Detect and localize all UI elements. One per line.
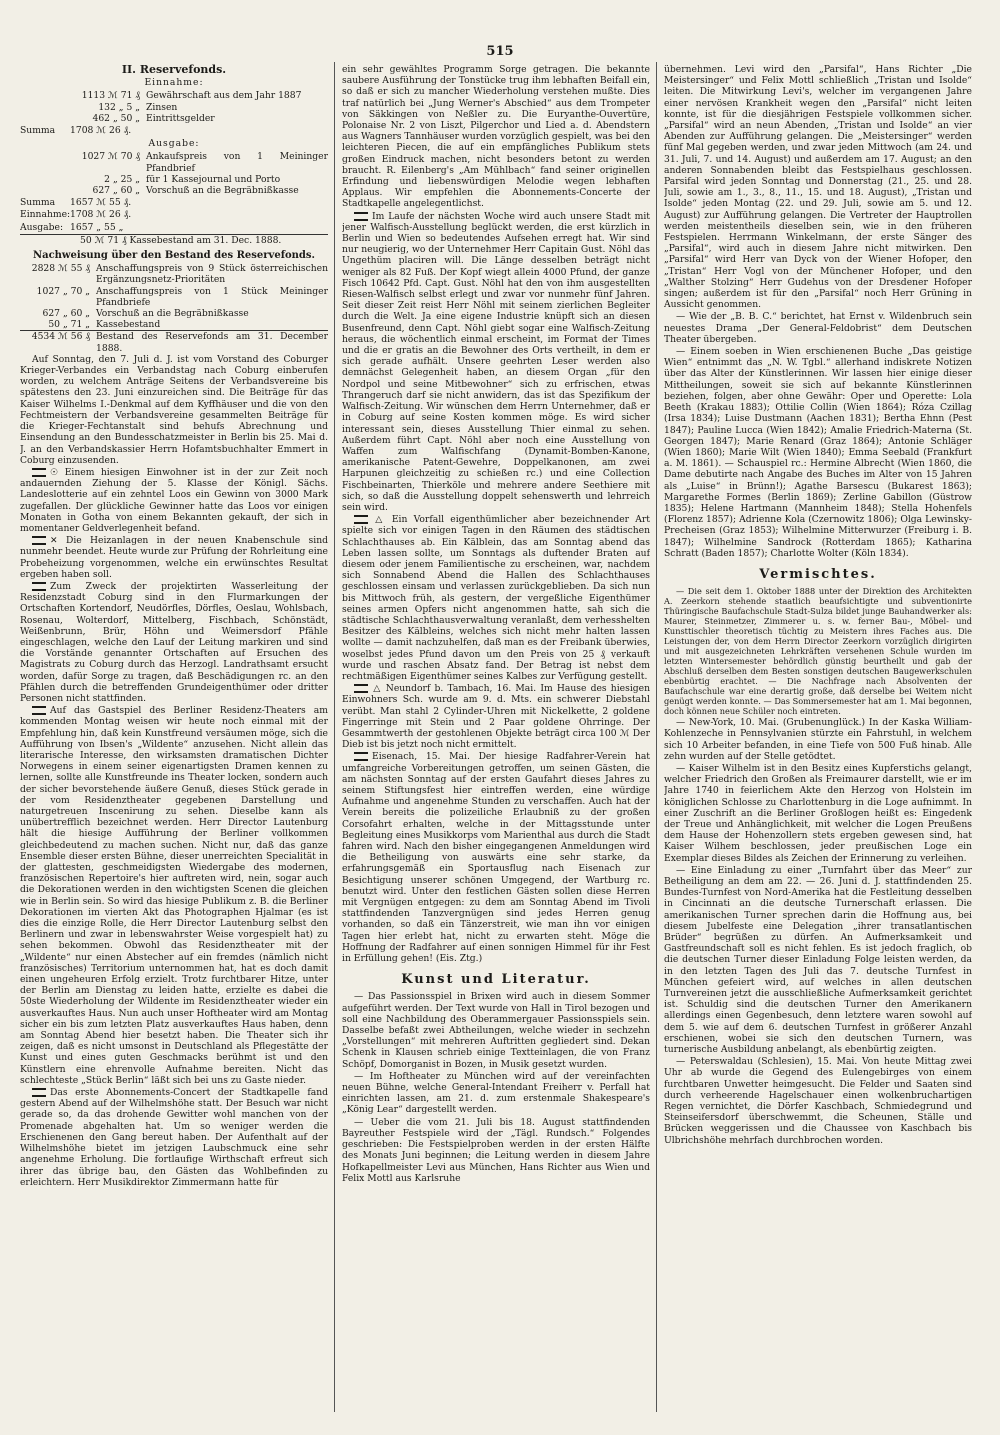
proof-table <box>20 263 328 354</box>
article-paragraph: — Kaiser Wilhelm ist in den Besitz eines Kupferstichs gelangt, welcher Friedrich den Großen als Freimaurer darstellt, wie er im Jahre 1740 in feierlichem Akte den Herzog von Holstein im königlichen Schlosse zu Charlottenburg in die Loge aufnimmt. In einer Zuschrift an die Berliner Großlogen heißt es: Eingedenk der Treue und Anhänglichkeit, mit welcher die Logen Preußens dem Hause der Hohenzollern stets ergeben gewesen sind, hat Kaiser Wilhem beschlossen, jeder preußischen Loge ein Exemplar dieses Bildes als Zeichen der Erinnerung zu verleihen. <box>664 762 972 864</box>
proof-amount: 1027 „ 70 „ <box>36 285 90 297</box>
reservefonds-heading: II. Reservefonds. <box>121 64 227 76</box>
article-paragraph: — Das Passionsspiel in Brixen wird auch in diesem Sommer aufgeführt werden. Der Text wurde von Hall in Tirol bezogen und soll eine Nachbildung des Oberammergauer Passionsspiels sein. Dasselbe befaßt zwei Abtheilungen, welche wieder in sechzehn „Vorstellungen“ mit mehreren Auftritten gegliedert sind. Dekan Schenk in Klausen schrieb einige Textteinlagen, die von Franz Schöpf, Domorganist in Bozen, in Musik gesetzt wurden. <box>342 991 650 1070</box>
article-paragraph: Auf Sonntag, den 7. Juli d. J. ist vom Vorstand des Coburger Krieger-Verbandes ein Verbandstag nach Coburg einberufen worden, zu welchem Anträge Seitens der Verbandsvereine bis spätestens den 23. Juni einzureichen sind. Die Beiträge für das Kaiser Wilhelms I.-Denkmal auf dem Kyffhäuser und die von den Fechtmeistern der Verbandsvereine gesammelten Beiträge für die Krieger-Fechtanstalt sind behufs Abrechnung und Einsendung an den Bundesschatzmeister in Berlin bis 25. Mai d. J. an den Verbandskassier Herrn Hofamtsbuchhalter Emmert in Coburg einzusenden. <box>20 353 328 466</box>
expense-row <box>20 174 328 185</box>
separator-bar-icon <box>354 684 368 693</box>
separator-bar-icon <box>32 706 46 715</box>
article-paragraph: ein sehr gewähltes Programm Sorge getragen. Die bekannte saubere Ausführung der Tonstücke trug ihm lebhaften Beifall ein, so daß er sich zu mancher Wiederholung verstehen mußte. Dies traf natürlich bei „Jung Werner's Abschied“ aus dem Trompeter von Säkkingen von Neßler zu. Die Euryanthe-Ouvertüre, Polonaise Nr. 2 von Liszt, Pilgerchor und Lied a. d. Abendstern aus Wagners Tannhäuser wurden vorzüglich gespielt, was bei den leichteren Piecen, die auf ein empfängliches Publikum stets großen Eindruck machen, nicht besonders betont zu werden braucht. R. Eilenberg's „Am Mühlbach“ fand seiner originellen Erfindung und liebenswürdigen Melodie wegen lebhaften Applaus. Wir empfehlen die Abonnements-Concerte der Stadtkapelle angelegentlichst. <box>342 64 650 210</box>
separator-bar-icon <box>354 752 368 761</box>
expense-total-label: Summa <box>20 197 56 209</box>
income-amount: 132 „ 5 „ <box>98 101 140 113</box>
expense-row <box>20 185 328 196</box>
article-paragraph: — Wie der „B. B. C.“ berichtet, hat Ernst v. Wildenbruch sein neuestes Drama „Der General-Feldobrist“ dem Deutschen Theater übergeben. <box>664 311 972 345</box>
page-number: 515 <box>486 44 514 59</box>
column-2 <box>342 64 650 1414</box>
article-text: ✕ Die Heizanlagen in der neuen Knabenschule sind nunmehr beendet. Heute wurde zur Prüfung der Rohrleitung eine Probeheizung vorgenommen, welche ein erwünschtes Resultat ergeben haben soll. <box>20 535 328 580</box>
proof-total-desc: Bestand des Reservefonds am 31. December 1888. <box>96 331 328 354</box>
article-paragraph <box>342 211 650 513</box>
proof-desc: Vorschuß an die Begräbnißkasse <box>96 308 249 320</box>
income-desc: Zinsen <box>146 101 178 113</box>
income-amount: 462 „ 50 „ <box>92 112 140 124</box>
income-row <box>20 113 328 124</box>
article-text: ☉ Einem hiesigen Einwohner ist in der zur Zeit noch andauernden Ziehung der 5. Klasse der Königl. Sächs. Landeslotterie auf ein zehntel Loos ein Gewinn von 3000 Mark zugefallen. Der glückliche Gewinner hatte das Loos vor einigen Monaten in Gotha von einem Bekannten gekauft, der sich in momentaner Geldverlegenheit befand. <box>20 466 328 534</box>
expense-desc: Vorschuß an die Begräbnißkasse <box>146 185 299 197</box>
expense-amount: 2 „ 25 „ <box>104 173 140 185</box>
proof-heading: Nachweisung über den Bestand des Reservefonds. <box>32 250 316 262</box>
income-desc: Eintrittsgelder <box>146 112 215 124</box>
article-paragraph: — Einem soeben in Wien erschienenen Buche „Das geistige Wien“ entnimmt das „N. W. Tgbl.“ allerhand indiskrete Notizen über das Alter der Künstlerinnen. Wir lassen hier einige dieser Mittheilungen, soweit sie sich auf bekannte Künstlerinnen beziehen, folgen, aber ohne Gewähr: Oper und Operette: Lola Beeth (Krakau 1883); Ottilie Collin (Wien 1864); Róza Czillag (Irsa 1834); Luise Dustmann (Aachen 1831); Bertha Ehnn (Pest 1847); Pauline Lucca (Wien 1842); Amalie Friedrich-Materna (St. Georgen 1847); Marie Renard (Graz 1864); Antonie Schläger (Wien 1860); Marie Wilt (Wien 1840); Emma Seebald (Frankfurt a. M. 1861). — Schauspiel rc.: Hermine Albrecht (Wien 1860, die Dame debutirte nach Angabe des Buches im Alter von 15 Jahren als „Luise“ in Brünn!); Agathe Barsescu (Bukarest 1863); Margarethe Formes (Berlin 1869); Zerline Gabillon (Güstrow 1835); Helene Hartmann (Mannheim 1848); Stella Hohenfels (Florenz 1857); Adrienne Kola (Czernowitz 1806); Olga Lewinsky-Precheisen (Graz 1853); Wilhelmine Mitterwurzer (Freiburg i. B. 1847); Wilhelmine Sandrock (Rotterdam 1865); Katharina Schratt (Baden 1857); Charlotte Wolter (Köln 1834). <box>664 346 972 559</box>
expense-desc: Ankaufspreis von 1 Meininger Pfandbrief <box>146 151 328 174</box>
article-paragraph: — Im Hoftheater zu München wird auf der vereinfachten neuen Bühne, welche General-Intendant Freiherr v. Perfall hat einrichten lassen, am 21. d. zum erstenmale Shakespeare's „König Lear“ dargestellt werden. <box>342 1070 650 1116</box>
separator-bar-icon <box>32 536 46 545</box>
article-paragraph <box>20 535 328 580</box>
income-desc: Gewährschaft aus dem Jahr 1887 <box>146 90 302 102</box>
separator-bar-icon <box>32 1088 46 1097</box>
separator-bar-icon <box>354 212 368 221</box>
balance-expense <box>20 222 328 233</box>
article-text: △ Ein Vorfall eigenthümlicher aber bezeichnender Art spielte sich vor einigen Tagen in den Räumen des städtischen Schlachthauses ab. Ein Kälblein, das am Sonntag abend das Leben lassen sollte, um Sonntags als duftender Braten auf diesem oder jenem Familientische zu erscheinen, war, nachdem sich Sonnabend Abend die Hallen des Schlachthauses geschlossen einsam und verlassen zurückgeblieben. Da sich nun bis Mittwoch früh, als gestern, der vergeßliche Eigenthümer seines armen Opfers nicht angenommen hatte, sah sich die städtische Schlachthausverwaltung veranlaßt, dem verhesshelten Besitzer des Kälbleins, welches sich nicht mehr halten lassen wollte — damit nachzuhelfen, daß man es der Freibank überwies, woselbst jedes Pfund davon um den Preis von 25 ₰ verkauft wurde und raschen Absatz fand. Der Betrag ist nebst dem rechtmäßigen Eigenthümer seines Kalbes zur Verfügung gestellt. <box>342 514 650 682</box>
proof-desc: Anschaffungspreis von 1 Stück Meininger Pfandbriefe <box>96 285 328 308</box>
section-title-kunst: Kunst und Literatur. <box>401 972 591 988</box>
income-row <box>20 90 328 101</box>
proof-total <box>20 330 328 353</box>
article-paragraph <box>342 683 650 750</box>
balance-result: 50 ℳ 71 ₰ Kassebestand am 31. Dec. 1888. <box>20 234 328 246</box>
article-paragraph <box>20 581 328 704</box>
expense-row <box>20 151 328 173</box>
column-rule-1 <box>334 62 335 1412</box>
expense-amount: 627 „ 60 „ <box>92 185 140 197</box>
article-paragraph <box>20 705 328 1086</box>
income-label: Einnahme: <box>144 77 204 89</box>
column-1 <box>20 64 328 1414</box>
balance-income <box>20 209 328 220</box>
section-title-vermischtes: Vermischtes. <box>759 566 877 582</box>
expense-desc: für 1 Kassejournal und Porto <box>146 173 281 185</box>
article-paragraph <box>342 514 650 682</box>
proof-row <box>20 286 328 308</box>
balance-expense-amount: 1657 „ 55 „ <box>70 221 124 233</box>
expense-amount: 1027 ℳ 70 ₰ <box>81 151 140 163</box>
balance-income-label: Einnahme: <box>20 209 71 221</box>
article-paragraph: — Die seit dem 1. Oktober 1888 unter der Direktion des Architekten A. Zeerkorn stehende staatlich beaufsichtigte und subventionirte Thüringische Baufachschule Stadt-Sulza bildet junge Bauhandwerker als: Maurer, Steinmetzer, Zimmerer u. s. w. ferner Bau-, Möbel- und Kunsttischler theoretisch tüchtig zu Meistern ihres Faches aus. Die Leistungen der, von dem Herrn Director Zeerkorn vorzüglich dirigirten und mit ausgezeichneten Lehrkräften versehenen Schule wurden im letzten Wintersemester behördlich günstig beurtheilt und gab der Abschluß derselben dem Besten sonstigen deutschen Baugewerkschulen ebenbürtig erachtet. — Die Nachfrage nach Absolventen der Baufachschule war eine derartig große, daß derselbe bei Weitem nicht genügt werden konnte. — Das Sommersemester hat am 1. Mai begonnen, doch können neue Schüler noch eintreten. <box>664 586 972 717</box>
article-paragraph <box>20 467 328 534</box>
article-text: Das erste Abonnements-Concert der Stadtkapelle fand gestern Abend auf der Wilhelmshöhe statt. Der Besuch war nicht gerade so, da das drohende Gewitter wohl manchen von der Promenade abgehalten hat. Um so weniger werden die Erschienenen den Gang bereut haben. Der Aufenthalt auf der Wilhelmshöhe bietet im jetzigen Laubschmuck eine sehr angenehme Erholung. Die fortlaufige Wirthschaft erfreut sich ihrer das übrige bau, den Gästen das Wohlbefinden zu erleichtern. Herr Musikdirektor Zimmermann hatte für <box>20 1087 328 1188</box>
article-paragraph: — Peterswaldau (Schlesien), 15. Mai. Von heute Mittag zwei Uhr ab wurde die Gegend des Eulengebirges von einem furchtbaren Unwetter heimgesucht. Die Felder und Saaten sind durch verheerende Hagelschauer einen wolkenbruchartigen Regen vernichtet, die Dörfer Kaschbach, Schmiedegrund und Steinseifersdorf überschwemmt, die Scheunen, Ställe und Brücken weggerissen und die Chaussee von Kaschbach bis Ulbrichshöhe mehrfach durchbrochen worden. <box>664 1056 972 1146</box>
proof-row <box>20 319 328 330</box>
article-text: Zum Zweck der projektirten Wasserleitung der Residenzstadt Coburg sind in den Flurmarkungen der Ortschaften Kortendorf, Neudörfles, Dörfles, Oeslau, Wohlsbach, Rosenau, Wolterdorf, Mittelberg, Fischbach, Schönstädt, Weißenbrunn, Brür, Höhn und Weimersdorf Pfähle eingeschlagen, welche den Lauf der Leitung markiren und sind die Vorstände genannter Ortschaften auf Ersuchen des Magistrats zu Coburg durch das Herzogl. Landrathsamt ersucht worden, dafür Sorge zu tragen, daß Beschädigungen rc. an den Pfählen durch die betreffenden Grundeigenthümer oder dritter Personen nicht stattfinden. <box>20 580 328 704</box>
separator-bar-icon <box>32 468 46 477</box>
article-text: Eisenach, 15. Mai. Der hiesige Radfahrer-Verein hat umfangreiche Vorbereitungen getroffen, um seinen Gästen, die am nächsten Sonntag auf der ersten Gaufahrt dieses Jahres zu seinem Stiftungsfest hier eintreffen werden, eine würdige Aufnahme und angenehme Stunden zu verschaffen. Auch hat der Verein bereits die polizeiliche Erlaubniß zu der großen Corsofahrt erhalten, welche in der Mittagsstunde unter Begleitung eines Musikkorps vom Marienthal aus durch die Stadt fahren wird. Nach den bisher eingegangenen Anmeldungen wird die Betheiligung von auswärts eine sehr starke, da erfahrungsgemäß ein Sportausflug nach Eisenach zur Besichtigung unserer schönen Umgegend, der Wartburg rc. benutzt wird. Unter den festlichen Gästen sollen diese Herren mit Vergnügen entgegen: zu dem am Sonntag Abend im Tivoli stattfindenden Tanzvergnügen sind jedes Herren genug vorhanden, so daß ein Tänzerstreit, wie man ihn vor einigen Tagen hier erlebt hat, nicht zu erwarten steht. Möge die Hoffnung der Radfahrer auf einen sonnigen Himmel für ihr Fest in Erfüllung gehen! (Eis. Ztg.) <box>342 751 650 965</box>
proof-row <box>20 263 328 285</box>
income-total <box>20 125 328 136</box>
article-paragraph: — Ueber die vom 21. Juli bis 18. August stattfindenden Bayreuther Festspiele wird der „Tägl. Rundsch.“ Folgendes geschrieben: Die Festspielproben werden in der ersten Hälfte des Monats Juni beginnen; die Leitung werden in diesem Jahre Hofkapellmeister Levi aus München, Hans Richter aus Wien und Felix Mottl aus Karlsruhe <box>342 1116 650 1184</box>
balance-expense-label: Ausgabe: <box>20 221 64 233</box>
article-text: Im Laufe der nächsten Woche wird auch unsere Stadt mit jener Walfisch-Ausstellung beglückt werden, die erst kürzlich in Berlin und Wien so bedeutendes Aufsehen erregt hat. Wir sind nur neugierig, wo der Unternehmer Herr Capitain Gust. Nöhl das Ungethüm placiren will. Die Länge desselben beträgt nicht weniger als 82 Fuß. Der Kopf wiegt allein 4000 Pfund, der ganze Fisch 10642 Pfd. Capt. Gust. Nöhl hat den von ihm ausgestellten Riesen-Walfisch selbst erlegt und zwar vor nunmehr fünf Jahren. Seit dieser Zeit reist Herr Nöhl mit seinem zierlichen Begleiter durch die Welt. Ja eine eigene Industrie knüpft sich an diesen Busenfreund, denn Capt. Nöhl giebt sogar eine Walfisch-Zeitung heraus, die wöchentlich einmal erscheint, im Format der Times und die er gratis an die Bewohner des Orts vertheilt, in dem er sich gerade aufhält. Unsere geehrten Leser werden also demnächst Gelegenheit haben, an diesem Organ „für den Nordpol und seine Mitbewohner“ sich zu erfrischen, etwas Thrangeruch darf sie nicht anwidern, das ist das Spezifikum der Walfisch-Zeitung. Wir wünschen dem Herrn Unternehmer, daß er in Coburg auf seine Kosten kommen möge. Es wird sicher interessant sein, dieses Ausstellung Thier einmal zu sehen. Außerdem führt Capt. Nöhl aber noch eine Ausstellung von Waffen zum Walfischfang (Dynamit-Bomben-Kanone, amerikanische Patent-Gewehre, Doppelkanonen, am zwei Harpunen gleichzeitig zu schießen rc.) und eine Collection Fischbeinarten, Thierköle und mehrere andere Seethiere mit sich, so daß die Ausstellung doppelt sehenswerth und lehrreich sein wird. <box>342 210 650 513</box>
proof-desc: Anschaffungspreis von 9 Stück österreichischen Ergänzungsnetz-Prioritäten <box>96 263 328 286</box>
article-paragraph <box>20 1087 328 1188</box>
column-3 <box>664 64 972 1414</box>
expense-label: Ausgabe: <box>148 138 200 150</box>
column-rule-2 <box>656 62 657 1412</box>
expense-total <box>20 197 328 208</box>
article-paragraph: übernehmen. Levi wird den „Parsifal“, Hans Richter „Die Meistersinger“ und Felix Mottl schließlich „Tristan und Isolde“ leiten. Die Mitwirkung Levi's, welcher im vergangenen Jahre einer nervösen Krankheit wegen den „Parsifal“ nicht leiten konnte, ist für die diesjährigen Festspiele vollkommen sicher. „Parsifal“ wird an neun Abenden, „Tristan und Isolde“ an vier Abenden zur Aufführung gelangen. Die „Meistersinger“ werden fünf Mal gegeben werden, und zwar jeden Mittwoch (am 24. und 31. Juli, 7. und 14. August) und außerdem am 17. August; an den anderen Sonnabenden bleibt das Festspielhaus geschlossen. Parsifal wird jeden Sonntag und Donnerstag (21., 25. und 28. Juli, sowie am 1., 3., 8., 11., 15. und 18. August), „Tristan und Isolde“ jeden Montag (22. und 29. Juli, sowie am 5. und 12. August) zur Aufführung gelangen. Die Vertreter der Hauptrollen werden meistentheils dieselben sein, wie in den früheren Festspielen. Herrmann Winkelmann, der erste Sänger des „Parsifal“, wird auch in diesem Jahre nicht mitwirken. Den „Parsifal“ wird Herr van Dyck von der Wiener Hofoper, den „Tristan“ Herr Vogl von der Münchener Hofoper, und den „Walther Stolzing“ Herr Gudehus von der Dresdener Hofoper singen; außerdem ist für den „Parsifal“ noch Herr Grüning in Aussicht genommen. <box>664 64 972 311</box>
income-total-label: Summa <box>20 125 56 137</box>
expense-table <box>20 151 328 196</box>
article-paragraph: — New-York, 10. Mai. (Grubenunglück.) In der Kaska William-Kohlenzeche in Pennsylvanien stürzte ein Fahrstuhl, in welchem sich 10 Arbeiter befanden, in eine Tiefe von 500 Fuß hinab. Alle zehn wurden auf der Stelle getödtet. <box>664 717 972 762</box>
proof-amount: 2828 ℳ 55 ₰ <box>31 263 90 275</box>
expense-total-amount: 1657 ℳ 55 ₰. <box>70 197 132 209</box>
income-total-amount: 1708 ℳ 26 ₰. <box>70 125 132 137</box>
proof-amount: 50 „ 71 „ <box>48 319 90 331</box>
balance-income-amount: 1708 ℳ 26 ₰. <box>70 209 132 221</box>
article-paragraph <box>342 751 650 964</box>
proof-row <box>20 308 328 319</box>
separator-bar-icon <box>354 515 368 524</box>
income-table <box>20 90 328 124</box>
article-paragraph: — Eine Einladung zu einer „Turnfahrt über das Meer“ zur Betheiligung an dem am 22. — 26. Juni d. J. stattfindenden 25. Bundes-Turnfest von Nord-Amerika hat die Festleitung desselben in Cincinnati an die deutsche Turnerschaft erlassen. Die amerikanischen Turner sprechen darin die Hoffnung aus, bei diesem Jubelfeste eine Delegation „ihrer transatlantischen Brüder“ begrüßen zu dürfen. An Aufmerksamkeit und Gastfreundschaft soll es nicht fehlen. Es ist jedoch fraglich, ob die deutschen Turner dieser Einladung Folge leisten werden, da in den letzten Tagen des Juli das 7. deutsche Turnfest in München gefeiert wird, auf welches in allen deutschen Turnvereinen jetzt die ausschließliche Aufmerksamkeit gerichtet ist. Schuldig sind die deutschen Turner den Amerikanern allerdings einen Gegenbesuch, denn letztere waren sowohl auf dem 5. wie auf dem 6. deutschen Turnfest in größerer Anzahl erschienen, wobei sie sich den deutschen Turnern, was turnerische Ausbildung anbelangt, als ebenbürtig zeigten. <box>664 864 972 1056</box>
article-text: △ Neundorf b. Tambach, 16. Mai. Im Hause des hiesigen Einwohners Sch. wurde am 9. d. Mts. ein schwerer Diebstahl verübt. Man stahl 2 Cylinder-Uhren mit Nickelkette, 2 goldene Fingerringe mit Stein und 2 Paar goldene Ohrringe. Der Gesammtwerth der gestohlenen Objekte beträgt circa 100 ℳ Der Dieb ist bis jetzt noch nicht ermittelt. <box>342 683 650 751</box>
proof-total-amount: 4534 ℳ 56 ₰ <box>31 331 90 343</box>
proof-amount: 627 „ 60 „ <box>42 308 90 320</box>
income-amount: 1113 ℳ 71 ₰ <box>81 90 140 102</box>
proof-desc: Kassebestand <box>96 319 161 331</box>
separator-bar-icon <box>32 582 46 591</box>
article-text: Auf das Gastspiel des Berliner Residenz-Theaters am kommenden Montag weisen wir heute noch einmal mit der Empfehlung hin, daß kein Kunstfreund versäumen möge, sich die Aufführung von Ibsen's „Wildente“ anzusehen. Nicht allein das literarische Interesse, den wirksamsten dramatischen Dichter Norwegens in einem seiner eigenartigsten Dramen kennen zu lernen, sollte alle Kunstfreunde ins Theater locken, sondern auch der sicher bevorstehende äußere Genuß, dieses Stück gerade in der vom Residenztheater gegebenen Darstellung und naturgetreuen Inscenirung zu sehen. Dieselbe kann als unübertrefflich bezeichnet werden. Herr Director Lautenburg hält die hiesige Aufführung der Berliner vollkommen gleichbedeutend zu machen suchen. Nicht nur, daß das ganze Ensemble dieser ersten Bühne, dieser unerreichten Specialität in der glattesten, geschmeidigsten Wiedergabe des modernen, französischen Repertoire's hier auftreten wird, nein, sogar auch die Dekorationen werden in den wichtigsten Scenen die gleichen wie in Berlin sein. So wird das hiesige Publikum z. B. die Berliner Dekorationen im vierten Akt das Photographen Hjalmar (es ist dies die einzige Rolle, die Herr Director Lautenburg selbst den Berlinern und zwar in lebenswahrster Weise vorgespielt hat) zu sehen bekommen. Obwohl das Residenztheater mit der „Wildente“ nur einen Abstecher auf ein fremdes (nämlich nicht französisches) Territorium unternommen hat, hat es doch damit einen ungeheuren Erfolg erzielt. Trotz furchtbarer Hitze, unter der Berlin am Dienstag zu leiden hatte, erzielte es dabei die 50ste Wiederholung der Wildente im Residenztheater wieder ein ausverkauftes Haus. Nun auch unser Hoftheater wird am Montag sicher ein bis zum letzten Platz ausverkauftes Haus haben, denn am Sonntag Abend hier besetzt haben. Die Theater sich ihr zeigen, daß es nicht umsonst in Deutschland als Pflegestätte der Kunst und eines guten Geschmacks berühmt ist und den Künstlern eine ehrenvolle Aufnahme bereiten. Nicht das schlechteste „Stück Berlin“ läßt sich bei uns zu Gaste nieder. <box>20 705 328 1086</box>
income-row <box>20 102 328 113</box>
